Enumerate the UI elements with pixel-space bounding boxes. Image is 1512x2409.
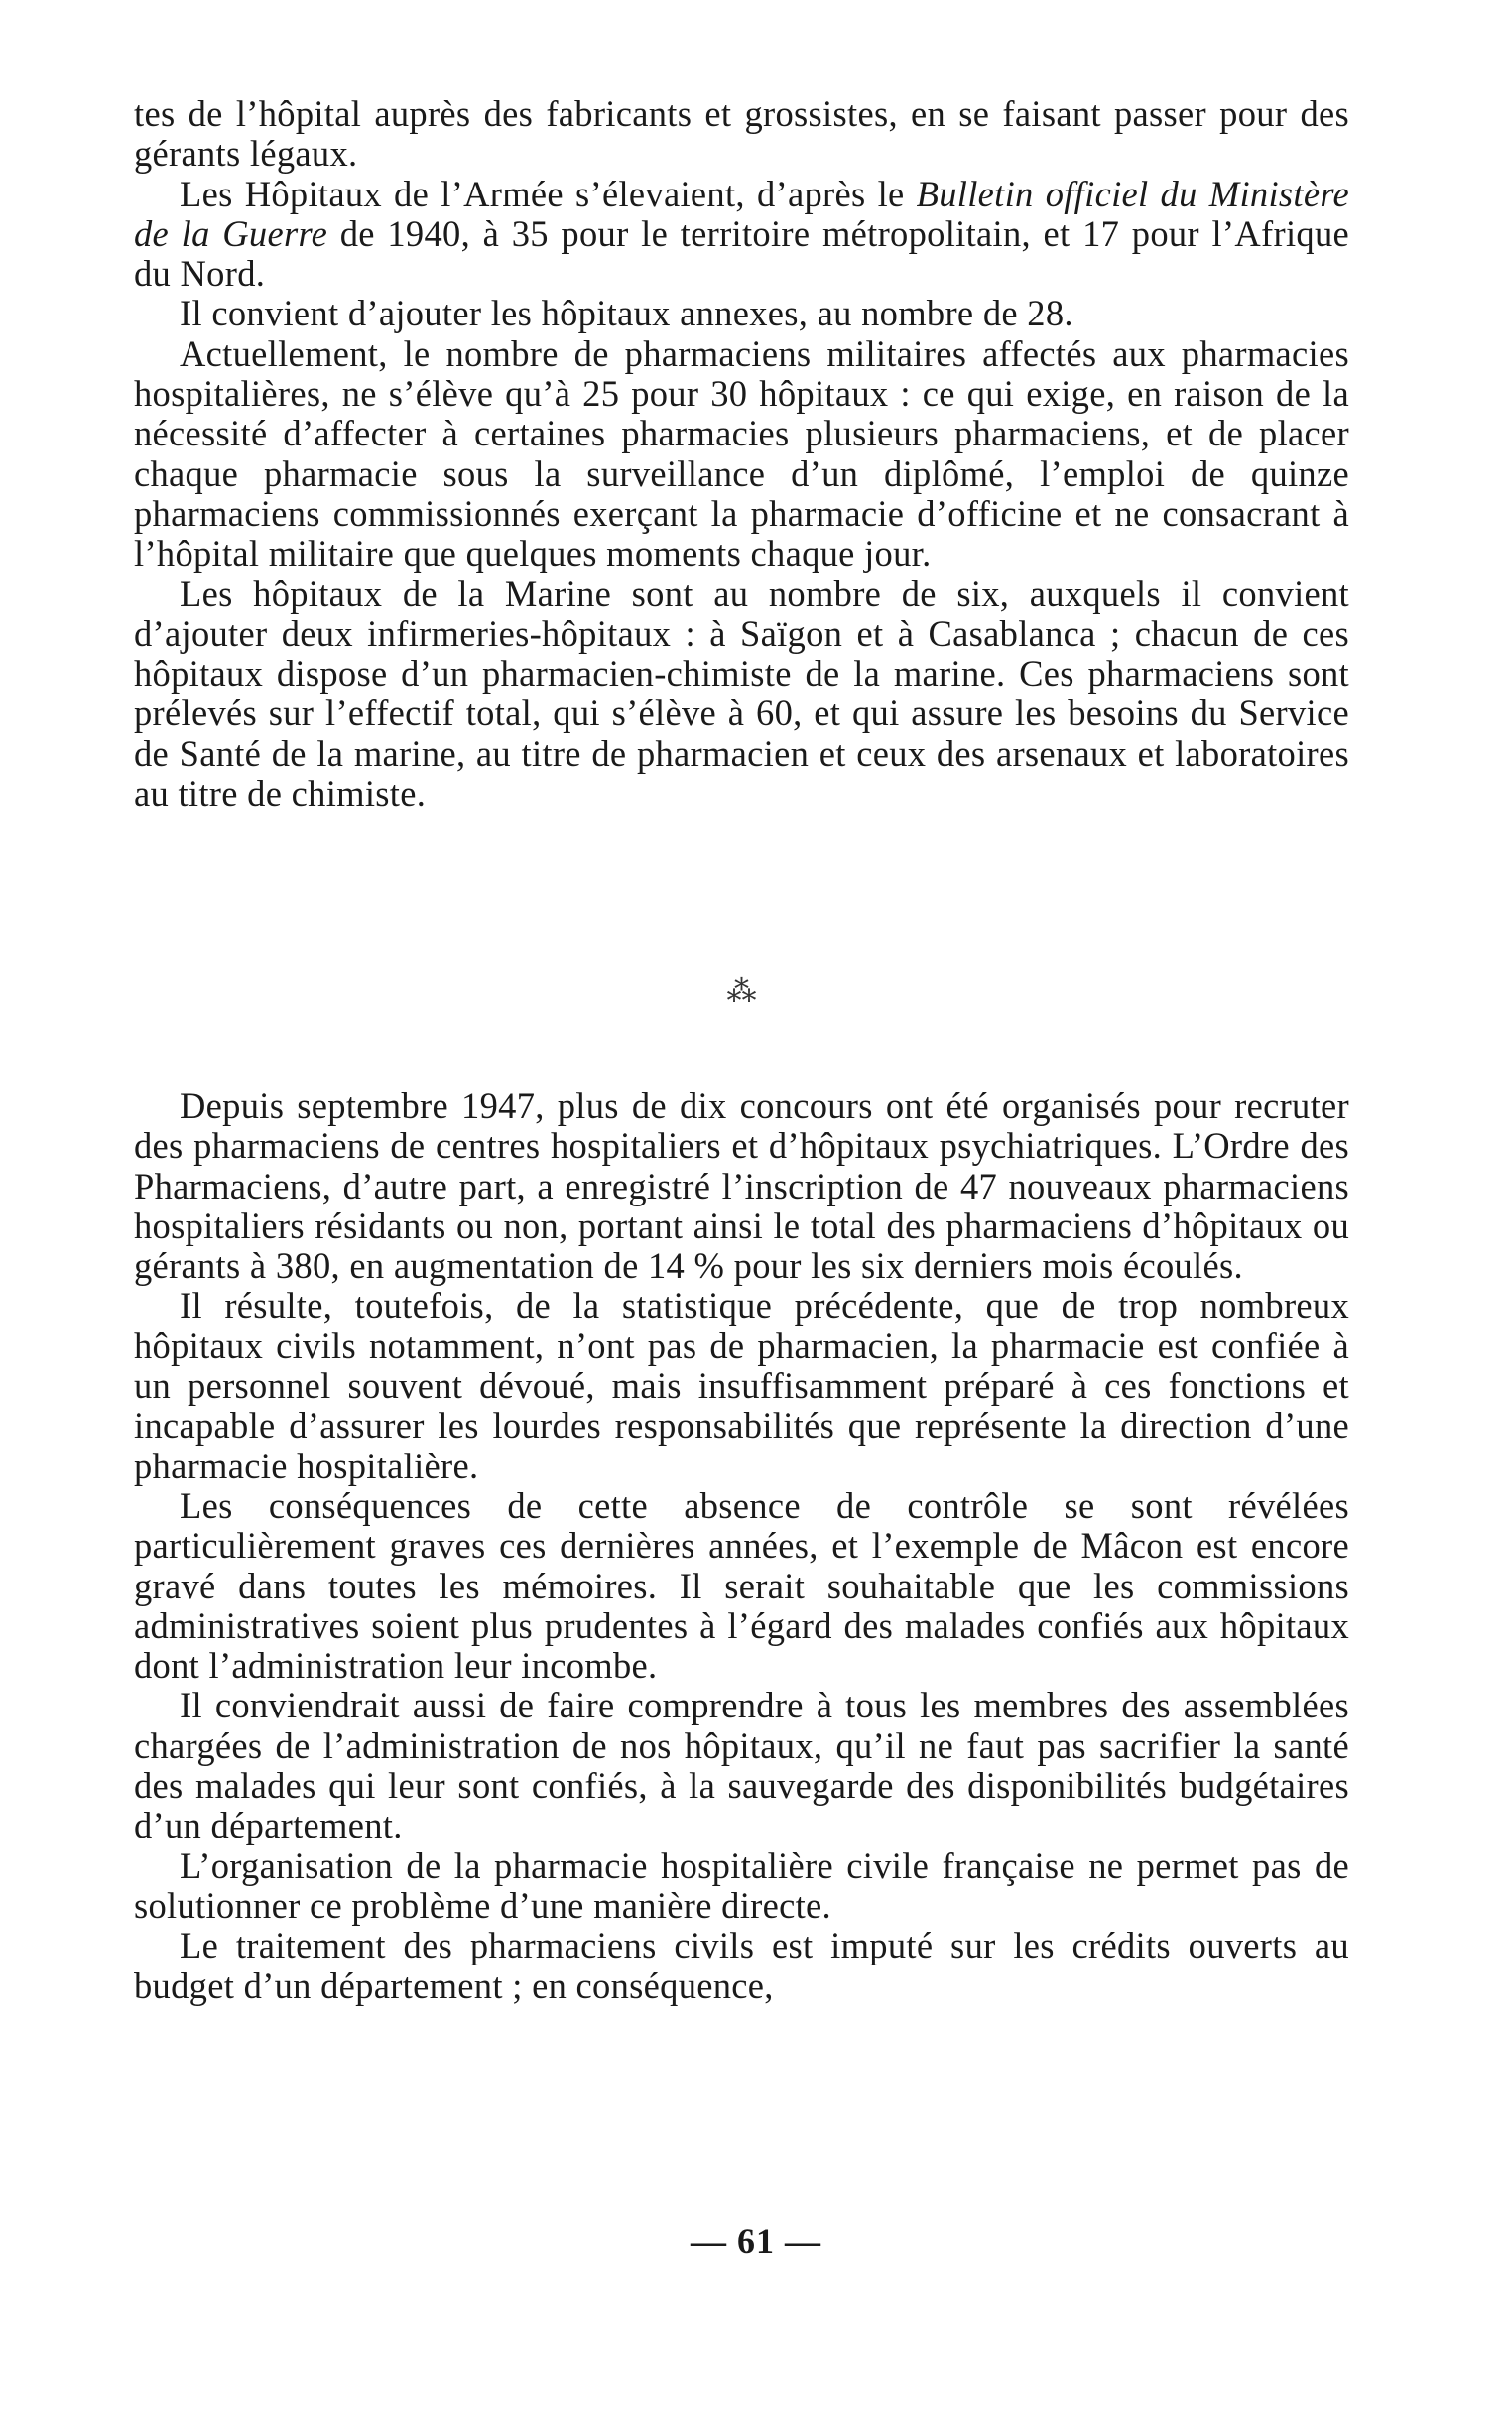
paragraph-text: de 1940, à 35 pour le territoire métropolitain, et 17 pour l’Afrique du Nord. [134,212,1349,295]
paragraph-annex-hospitals: Il convient d’ajouter les hôpitaux annexes, au nombre de 28. [180,293,1073,334]
section-civil-hospitals [134,1086,1349,2006]
paragraph-navy-hospitals: Les hôpitaux de la Marine sont au nombre de six, auxquels il convient d’ajouter deux infirmeries-hôpitaux : à Saïgon et à Casablanca ; chacun de ces hôpitaux dispose d’un pharmacien-chimiste de la marine. Ces pharmaciens sont prélevés sur l’effectif total, qui s’élève à 60, et qui assure les besoins du Service de Santé de la marine, au titre de pharmacien et ceux des arsenaux et laboratoires au titre de chimiste. [134,572,1349,815]
paragraph-continuation: tes de l’hôpital auprès des fabricants et grossistes, en se faisant passer pour des gérants légaux. [134,93,1349,175]
paragraph-army-hospitals [134,175,1349,295]
paragraph-statistics: Il résulte, toutefois, de la statistique précédente, que de trop nombreux hôpitaux civils notamment, n’ont pas de pharmacien, la pharmacie est confiée à un personnel souvent dévoué, mais insuffisamment préparé à ces fonctions et incapable d’assurer les lourdes responsabilités que représente la direction d’une pharmacie hospitalière. [134,1285,1349,1486]
paragraph-assemblies: Il conviendrait aussi de faire comprendre à tous les membres des assemblées chargées de l’administration de nos hôpitaux, qu’il ne faut pas sacrifier la santé des malades qui leur sont confiés, à la sauvegarde des disponibilités budgétaires d’un département. [134,1685,1349,1846]
document-body [134,93,1349,2006]
paragraph-organisation: L’organisation de la pharmacie hospitalière civile française ne permet pas de solutionner ce problème d’une manière directe. [134,1844,1349,1926]
paragraph-competitions: Depuis septembre 1947, plus de dix concours ont été organisés pour recruter des pharmaciens de centres hospitaliers et d’hôpitaux psychiatriques. L’Ordre des Pharmaciens, d’autre part, a enregistré l’inscription de 47 nouveaux pharmaciens hospitaliers résidants ou non, portant ainsi le total des pharmaciens d’hôpitaux ou gérants à 380, en augmentation de 14 % pour les six derniers mois écoulés. [134,1085,1349,1287]
paragraph-consequences: Les conséquences de cette absence de contrôle se sont révélées particulièrement graves ces dernières années, et l’exemple de Mâcon est encore gravé dans toutes les mémoires. Il serait souhaitable que les commissions administratives soient plus prudentes à l’égard des malades confiés aux hôpitaux dont l’administration leur incombe. [134,1484,1349,1687]
paragraph-military-pharmacists: Actuellement, le nombre de pharmaciens militaires affectés aux pharmacies hospitalières, ne s’élève qu’à 25 pour 30 hôpitaux : ce qui exige, en raison de la nécessité d’affecter à certaines pharmacies plusieurs pharmaciens, et de placer chaque pharmacie sous la surveillance d’un diplômé, l’emploi de quinze pharmaciens commissionnés exerçant la pharmacie d’officine et ne consacrant à l’hôpital militaire que quelques moments chaque jour. [134,332,1349,574]
paragraph-text: Les Hôpitaux de l’Armée s’élevaient, d’après le [180,173,917,214]
publication-title: Bulletin officiel du Ministère de la Guerre [134,173,1349,254]
section-divider-asterism: ⁂ [726,975,757,1008]
paragraph-salary: Le traitement des pharmaciens civils est imputé sur les crédits ouverts au budget d’un département ; en conséquence, [134,1925,1349,2006]
page-number: — 61 — [691,2221,821,2261]
